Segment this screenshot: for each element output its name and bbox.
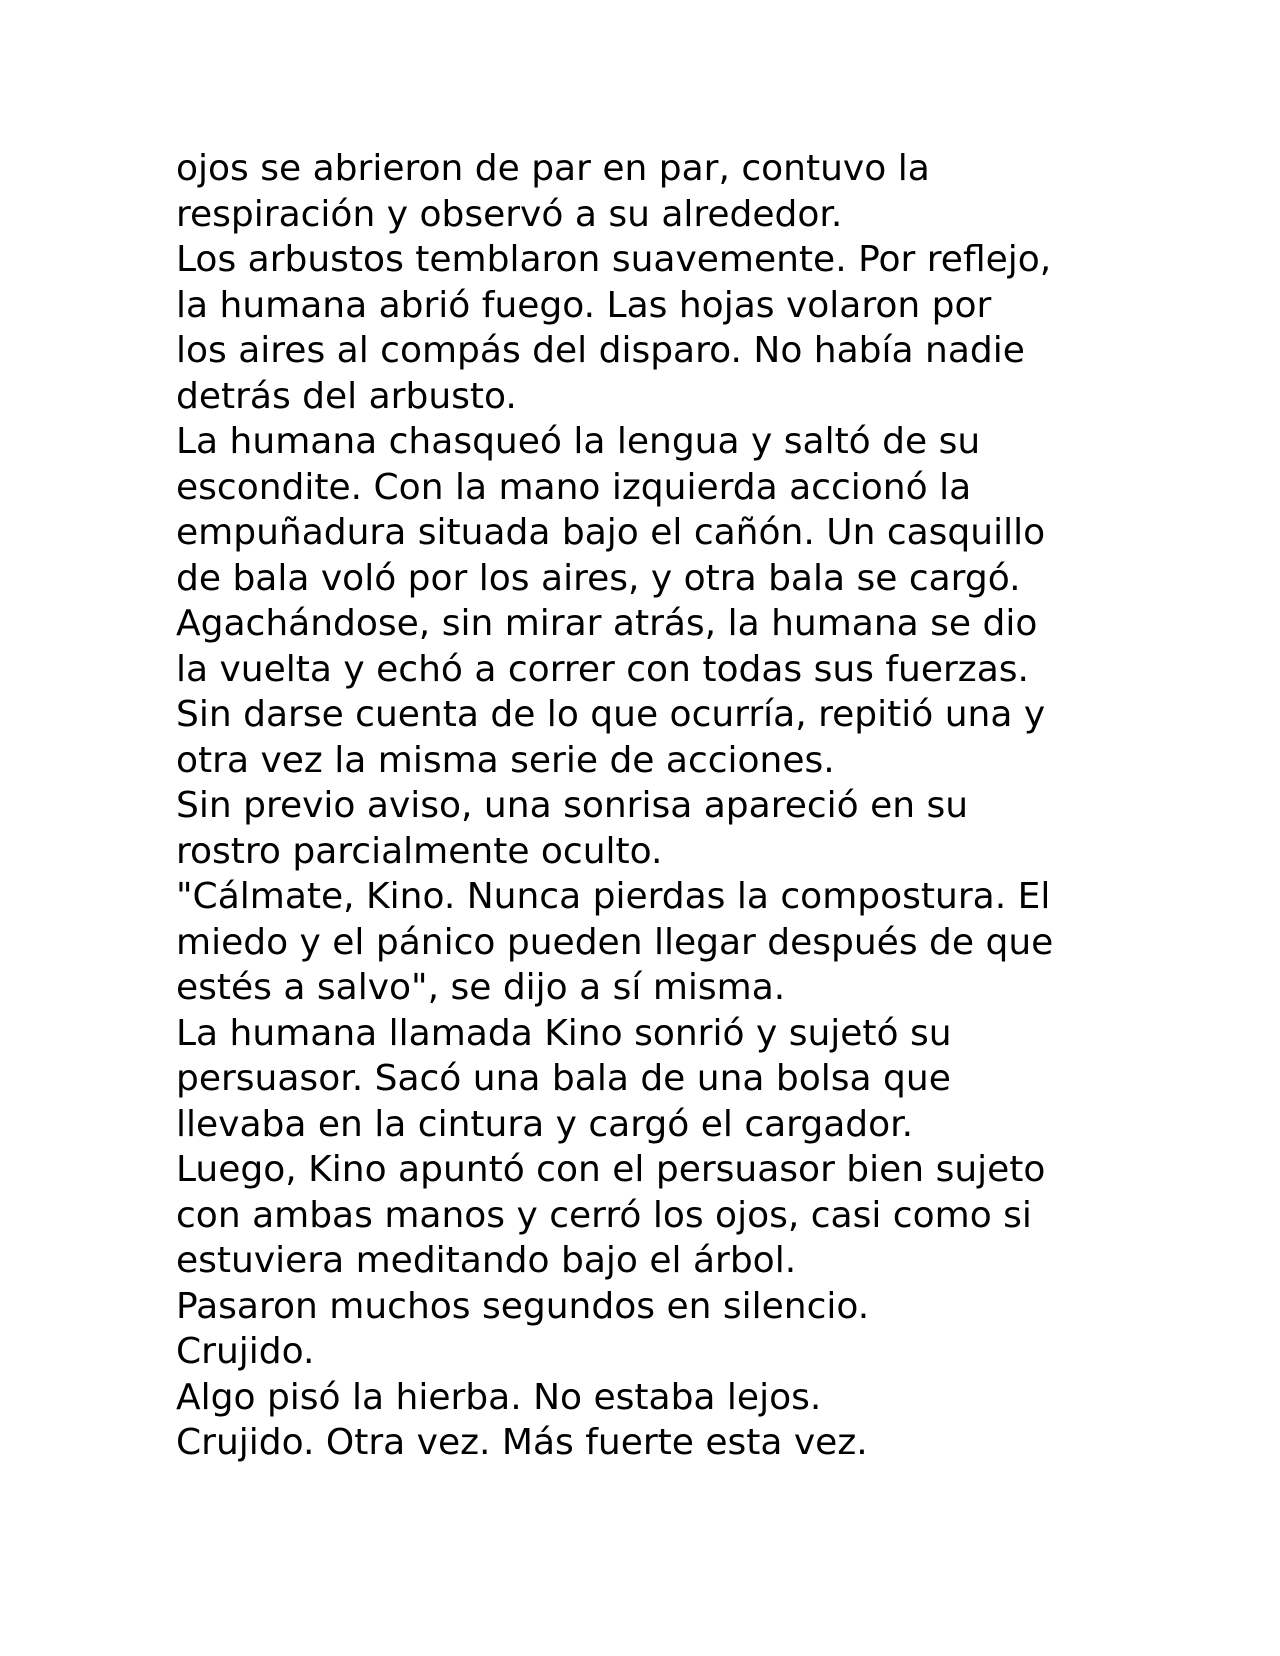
text-line: Luego, Kino apuntó con el persuasor bien sujeto [176,1149,1046,1190]
text-line: detrás del arbusto. [176,375,517,417]
text-line: los aires al compás del disparo. No había nadie [176,330,1025,371]
text-line: ojos se abrieron de par en par, contuvo la [176,148,930,189]
text-line: empuñadura situada bajo el cañón. Un casquillo [176,512,1046,553]
text-line: La humana chasqueó la lengua y saltó de su [176,421,981,462]
text-line: Agachándose, sin mirar atrás, la humana se dio [176,603,1038,644]
text-line: la humana abrió fuego. Las hojas volaron por [176,284,992,326]
text-line: miedo y el pánico pueden llegar después de que [176,921,1054,963]
text-line: otra vez la misma serie de acciones. [176,739,835,781]
text-line: escondite. Con la mano izquierda accionó la [176,466,972,508]
text-line: Los arbustos temblaron suavemente. Por reflejo, [176,239,1052,280]
text-line: estés a salvo", se dijo a sí misma. [176,967,786,1008]
text-line: de bala voló por los aires, y otra bala se cargó. [176,557,1021,599]
text-line: llevaba en la cintura y cargó el cargador. [176,1103,914,1145]
text-line: respiración y observó a su alrededor. [176,193,843,235]
text-line: Sin previo aviso, una sonrisa apareció en su [176,785,969,826]
text-line: persuasor. Sacó una bala de una bolsa que [176,1058,951,1099]
text-line: Crujido. Otra vez. Más fuerte esta vez. [176,1422,868,1463]
text-line: la vuelta y echó a correr con todas sus fuerzas. [176,648,1029,690]
text-line: Sin darse cuenta de lo que ocurría, repitió una y [176,694,1046,735]
text-line: rostro parcialmente oculto. [176,830,663,872]
text-line: Crujido. [176,1331,315,1372]
body-text [176,146,1136,1466]
text-line: Pasaron muchos segundos en silencio. [176,1285,870,1327]
text-line: "Cálmate, Kino. Nunca pierdas la compostura. El [176,876,1051,917]
text-line: con ambas manos y cerró los ojos, casi como si [176,1194,1032,1236]
text-line: La humana llamada Kino sonrió y sujetó su [176,1012,952,1054]
text-line: Algo pisó la hierba. No estaba lejos. [176,1376,822,1418]
text-line: estuviera meditando bajo el árbol. [176,1240,797,1281]
